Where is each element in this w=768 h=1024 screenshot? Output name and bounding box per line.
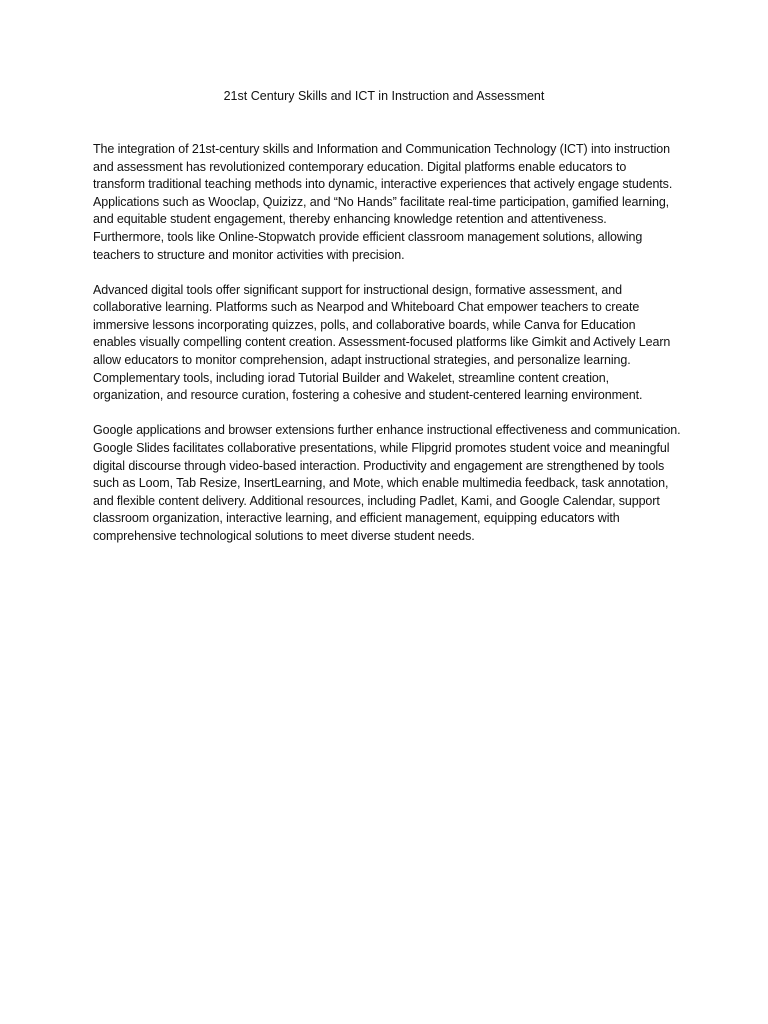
paragraph-1: The integration of 21st-century skills and Information and Communication Technology (ICT) into instruction and assessment has revolutionized contemporary education. Digital platforms enable educators to transform traditional teaching methods into dynamic, interactive experiences that actively engage students. Applications such as Wooclap, Quizizz, and “No Hands” facilitate real-time participation, gamified learning, and equitable student engagement, thereby enhancing knowledge retention and attentiveness. Furthermore, tools like Online-Stopwatch provide efficient classroom management solutions, allowing teachers to structure and monitor activities with precision. — [93, 142, 673, 262]
paragraph-3: Google applications and browser extensions further enhance instructional effectiveness and communication. Google Slides facilitates collaborative presentations, while Flipgrid promotes student voice and meaningful digital discourse through video-based interaction. Productivity and engagement are strengthened by tools such as Loom, Tab Resize, InsertLearning, and Mote, which enable multimedia feedback, task annotation, and flexible content delivery. Additional resources, including Padlet, Kami, and Google Calendar, support classroom organization, interactive learning, and efficient management, equipping educators with comprehensive technological solutions to meet diverse student needs. — [93, 423, 681, 543]
document-title: 21st Century Skills and ICT in Instruction and Assessment — [223, 89, 545, 103]
paragraph-2: Advanced digital tools offer significant support for instructional design, formative assessment, and collaborative learning. Platforms such as Nearpod and Whiteboard Chat empower teachers to create immersive lessons incorporating quizzes, polls, and collaborative boards, while Canva for Education enables visually compelling content creation. Assessment-focused platforms like Gimkit and Actively Learn allow educators to monitor comprehension, adapt instructional strategies, and personalize learning. Complementary tools, including iorad Tutorial Builder and Wakelet, streamline content creation, organization, and resource curation, fostering a cohesive and student-centered learning environment. — [93, 282, 671, 403]
document-body — [93, 141, 681, 563]
